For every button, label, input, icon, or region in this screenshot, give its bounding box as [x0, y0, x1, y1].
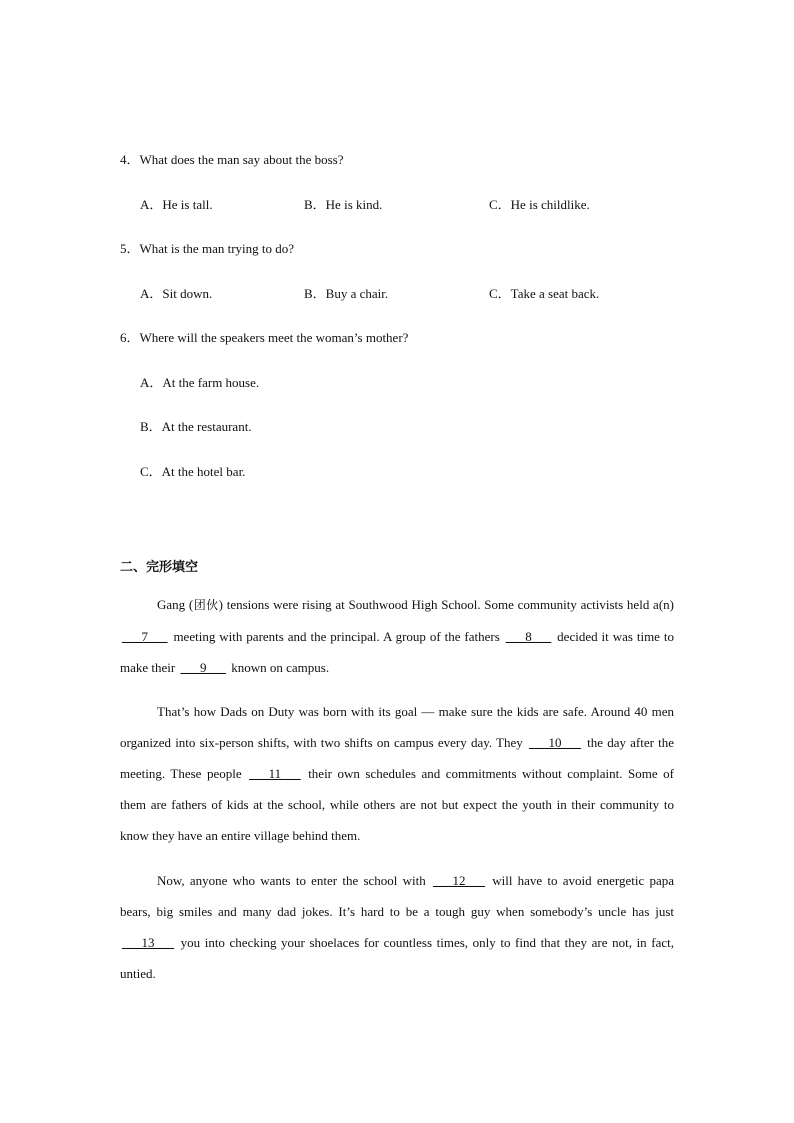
blank-13[interactable]: ___13___: [122, 935, 174, 950]
blank-7[interactable]: ___7___: [122, 629, 168, 644]
question-6-option-a: A．At the farm house.: [140, 375, 260, 390]
question-6-option-c: C．At the hotel bar.: [140, 464, 246, 479]
p1-text-d: decided it was time to make their: [120, 629, 674, 675]
p1-text-c: meeting with parents and the principal. A group of the fathers: [173, 629, 500, 644]
question-4-option-b: B．He is kind.: [304, 197, 383, 212]
question-4-option-a: A．He is tall.: [140, 197, 213, 212]
blank-11[interactable]: ___11___: [249, 766, 301, 781]
p3-text-c: you into checking your shoelaces for countless times, only to find that they are not, in fact, untied.: [120, 935, 675, 981]
p3-text-b: will have to avoid energetic papa bears, big smiles and many dad jokes. It’s hard to be a tough guy when somebody’s uncle has just: [120, 873, 675, 919]
p3-text-a: Now, anyone who wants to enter the school with: [157, 873, 426, 888]
cloze-paragraph-1: [120, 589, 674, 683]
p1-text-b: ) tensions were rising at Southwood High School. Some community activists held a(n): [218, 597, 674, 612]
question-4: 4．What does the man say about the boss?: [120, 152, 344, 167]
question-5: 5．What is the man trying to do?: [120, 241, 295, 256]
cloze-paragraph-3: [120, 865, 674, 989]
question-5-option-c: C．Take a seat back.: [489, 286, 600, 301]
question-6: 6．Where will the speakers meet the woman’s mother?: [120, 330, 409, 345]
p1-text-a: Gang (: [157, 597, 194, 612]
p2-text-a: That’s how Dads on Duty was born with its goal — make sure the kids are safe. Around 40 men organized into six-person shifts, with two shifts on campus every day. They: [120, 704, 674, 750]
question-4-option-c: C．He is childlike.: [489, 197, 590, 212]
blank-9[interactable]: ___9___: [180, 660, 226, 675]
blank-12[interactable]: ___12___: [432, 873, 485, 888]
question-5-option-b: B．Buy a chair.: [304, 286, 389, 301]
p2-text-c: their own schedules and commitments without complaint. Some of them are fathers of kids at the school, while others are not but expect the youth in their community to know they have an entire village behind them.: [120, 766, 674, 843]
p2-text-b: the day after the meeting. These people: [120, 735, 675, 781]
blank-8[interactable]: ___8___: [505, 629, 552, 644]
question-5-option-a: A．Sit down.: [140, 286, 213, 301]
p1-cjk-gloss: 团伙: [193, 598, 219, 612]
section-title: 二、完形填空: [120, 560, 199, 575]
blank-10[interactable]: ___10___: [528, 735, 581, 750]
question-6-option-b: B．At the restaurant.: [140, 419, 252, 434]
cloze-paragraph-2: [120, 696, 674, 851]
p1-text-e: known on campus.: [231, 660, 330, 675]
